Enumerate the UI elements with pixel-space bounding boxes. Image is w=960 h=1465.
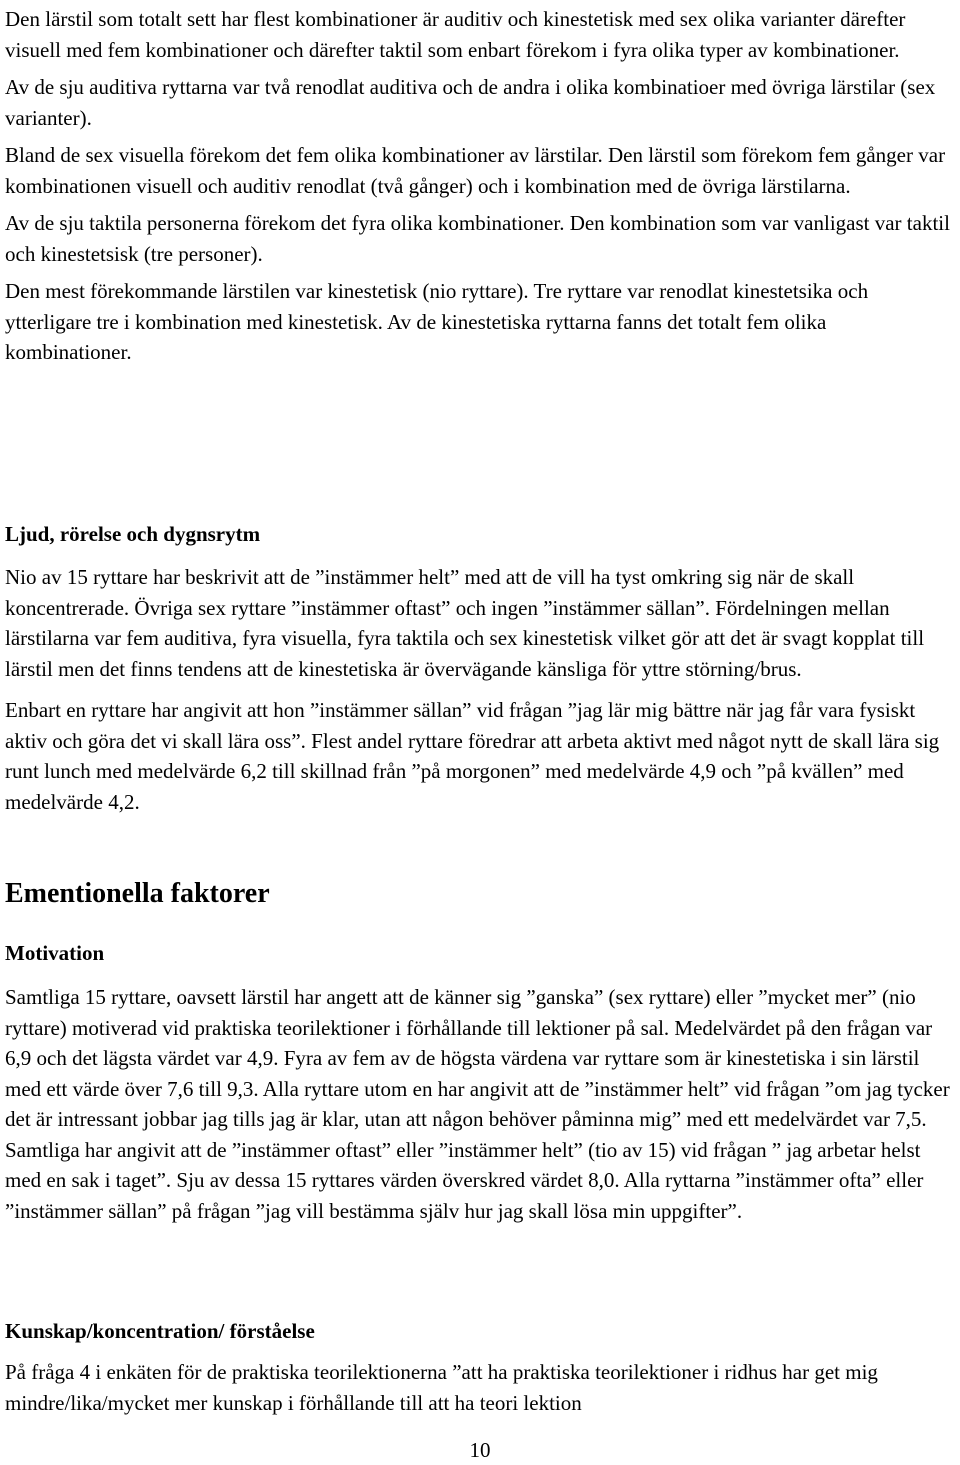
intro-paragraph-5: Den mest förekommande lärstilen var kinestetisk (nio ryttare). Tre ryttare var renodlat kinestetsika och ytterligare tre i kombination med kinestetisk. Av de kinestetiska ryttarna fanns det totalt fem olika kombinationer. xyxy=(5,279,869,364)
motivation-heading: Motivation xyxy=(5,941,105,965)
intro-paragraph-4: Av de sju taktila personerna förekom det fyra olika kombinationer. Den kombination som var vanligast var taktil och kinestetsisk (tre personer). xyxy=(5,211,950,266)
intro-section xyxy=(5,4,955,368)
page-number: 10 xyxy=(469,1438,491,1462)
kunskap-section xyxy=(5,1357,955,1418)
motivation-section xyxy=(5,982,955,1226)
ljud-paragraph-2: Enbart en ryttare har angivit att hon ”instämmer sällan” vid frågan ”jag lär mig bättre när jag får vara fysiskt aktiv och göra det vi skall lära oss”. Flest andel ryttare föredrar att arbeta aktivt med något nytt de skall lära sig runt lunch med medelvärde 6,2 till skillnad från ”på morgonen” med medelvärde 4,9 och ”på kvällen” med medelvärde 4,2. xyxy=(5,698,940,814)
intro-paragraph-1: Den lärstil som totalt sett har flest kombinationer är auditiv och kinestetisk med sex olika varianter därefter visuell med fem kombinationer och därefter taktil som enbart förekom i fyra olika typer av kombinationer. xyxy=(5,7,906,62)
intro-paragraph-3: Bland de sex visuella förekom det fem olika kombinationer av lärstilar. Den lärstil som förekom fem gånger var kombinationen visuell och auditiv renodlat (två gånger) och i kombination med de övriga lärstilarna. xyxy=(5,143,946,198)
emotionella-heading: Ementionella faktorer xyxy=(5,878,270,909)
ljud-heading: Ljud, rörelse och dygnsrytm xyxy=(5,522,261,546)
intro-paragraph-2: Av de sju auditiva ryttarna var två renodlat auditiva och de andra i olika kombinatioer med övriga lärstilar (sex varianter). xyxy=(5,75,936,130)
kunskap-paragraph-1: På fråga 4 i enkäten för de praktiska teorilektionerna ”att ha praktiska teorilektioner i ridhus har get mig mindre/lika/mycket mer kunskap i förhållande till att ha teori lektion xyxy=(5,1360,878,1415)
ljud-paragraph-1: Nio av 15 ryttare har beskrivit att de ”instämmer helt” med att de vill ha tyst omkring sig när de skall koncentrerade. Övriga sex ryttare ”instämmer oftast” och ingen ”instämmer sällan”. Fördelningen mellan lärstilarna var fem auditiva, fyra visuella, fyra taktila och sex kinestetisk vilket gör att det är svagt kopplat till lärstil men det finns tendens att de kinestetiska är övervägande känsliga för yttre störning/brus. xyxy=(5,565,925,681)
kunskap-heading: Kunskap/koncentration/ förståelse xyxy=(5,1319,315,1343)
motivation-paragraph-1: Samtliga 15 ryttare, oavsett lärstil har angett att de känner sig ”ganska” (sex ryttare) eller ”mycket mer” (nio ryttare) motiverad vid praktiska teorilektioner i förhållande till lektioner på sal. Medelvärdet på den frågan var 6,9 och det lägsta värdet var 4,9. Fyra av fem av de högsta värdena var ryttare som är kinestetiska i sin lärstil med ett värde över 7,6 till 9,3. Alla ryttare utom en har angivit att de ”instämmer helt” vid frågan ”om jag tycker det är intressant jobbar jag tills jag är klar, utan att någon behöver påminna mig” med ett medelvärdet var 7,5. Samtliga har angivit att de ”instämmer oftast” eller ”instämmer helt” (tio av 15) vid frågan ” jag arbetar helst med en sak i taget”. Sju av dessa 15 ryttares värden överskred värdet 8,0. Alla ryttarna ”instämmer ofta” eller ”instämmer sällan” på frågan ”jag vill bestämma själv hur jag skall lösa min uppgifter”. xyxy=(5,985,950,1223)
ljud-section xyxy=(5,562,955,817)
